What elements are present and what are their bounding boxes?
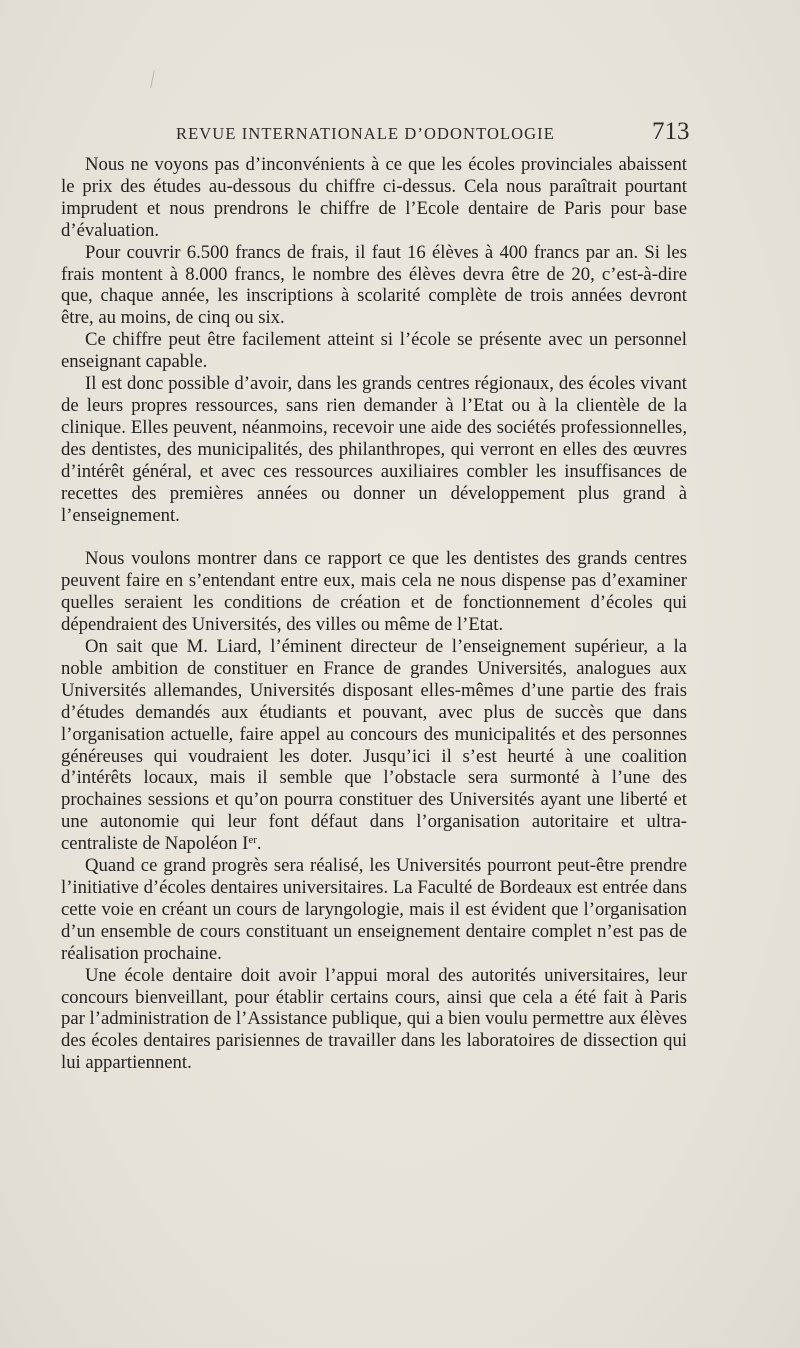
page-number: 713 xyxy=(652,118,690,145)
paper-mark xyxy=(150,70,155,88)
paragraph-4: Il est donc possible d’avoir, dans les grands centres régionaux, des écoles vivant de leurs propres ressources, sans rien demander à l’Etat ou à la clientèle de la clinique. Elles peuvent, néanmoins, recevoir une aide des sociétés professionnelles, des dentistes, des municipalités, des philanthropes, qui verront en elles des œuvres d’intérêt général, et avec ces ressources auxiliaires combler les insuffisances de recettes des premières années ou donner un développement plus grand à l’enseignement. xyxy=(61,373,687,526)
page-header xyxy=(0,118,800,148)
paragraph-2: Pour couvrir 6.500 francs de frais, il faut 16 élèves à 400 francs par an. Si les frais montent à 8.000 francs, le nombre des élèves devra être de 20, c’est-à-dire que, chaque année, les inscriptions à scolarité complète de trois années devront être, au moins, de cinq ou six. xyxy=(61,241,687,329)
paragraph-7: Quand ce grand progrès sera réalisé, les Universités pourront peut-être prendre l’initiative d’écoles dentaires universitaires. La Faculté de Bordeaux est entrée dans cette voie en créant un cours de laryngologie, mais il est évident que l’organisation d’un ensemble de cours constituant un enseignement dentaire complet n’est pas de réalisation prochaine. xyxy=(61,855,687,964)
running-title: REVUE INTERNATIONALE D’ODONTOLOGIE xyxy=(176,124,555,143)
superscript-er: er xyxy=(248,834,257,847)
body-text xyxy=(61,154,687,1074)
paragraph-6-end: . xyxy=(256,833,262,855)
paragraph-8: Une école dentaire doit avoir l’appui moral des autorités universitaires, leur concours bienveillant, pour établir certains cours, ainsi que cela a été fait à Paris par l’administration de l’Assistance publique, qui a bien voulu permettre aux élèves des écoles dentaires parisiennes de travailler dans les laboratoires de dissection qui lui appartiennent. xyxy=(61,964,687,1074)
paragraph-3: Ce chiffre peut être facilement atteint si l’école se présente avec un personnel enseignant capable. xyxy=(61,329,687,373)
paragraph-6 xyxy=(61,636,687,855)
paragraph-6-text: On sait que M. Liard, l’éminent directeur de l’enseignement supérieur, a la noble ambition de constituer en France de grandes Universités, analogues aux Universités allemandes, Universités disposant elles-mêmes d’une partie des frais d’études demandés aux étudiants et pouvant, avec plus de succès que dans l’organisation actuelle, faire appel au concours des municipalités et des personnes généreuses qui voudraient les doter. Jusqu’ici il s’est heurté à une coalition d’intérêts locaux, mais il semble que l’obstacle sera surmonté à l’une des prochaines sessions et qu’on pourra constituer des Universités ayant une liberté et une autonomie qui leur font défaut dans l’organisation autoritaire et ultra-centraliste de Napoléon I xyxy=(61,636,687,855)
paragraph-5: Nous voulons montrer dans ce rapport ce que les dentistes des grands centres peuvent faire en s’entendant entre eux, mais cela ne nous dispense pas d’examiner quelles seraient les conditions de création et de fonctionnement d’écoles qui dépendraient des Universités, des villes ou même de l’Etat. xyxy=(61,548,687,636)
paragraph-1: Nous ne voyons pas d’inconvénients à ce que les écoles provinciales abaissent le prix des études au-dessous du chiffre ci-dessus. Cela nous paraîtrait pourtant imprudent et nous prendrons le chiffre de l’Ecole dentaire de Paris pour base d’évaluation. xyxy=(61,154,687,241)
